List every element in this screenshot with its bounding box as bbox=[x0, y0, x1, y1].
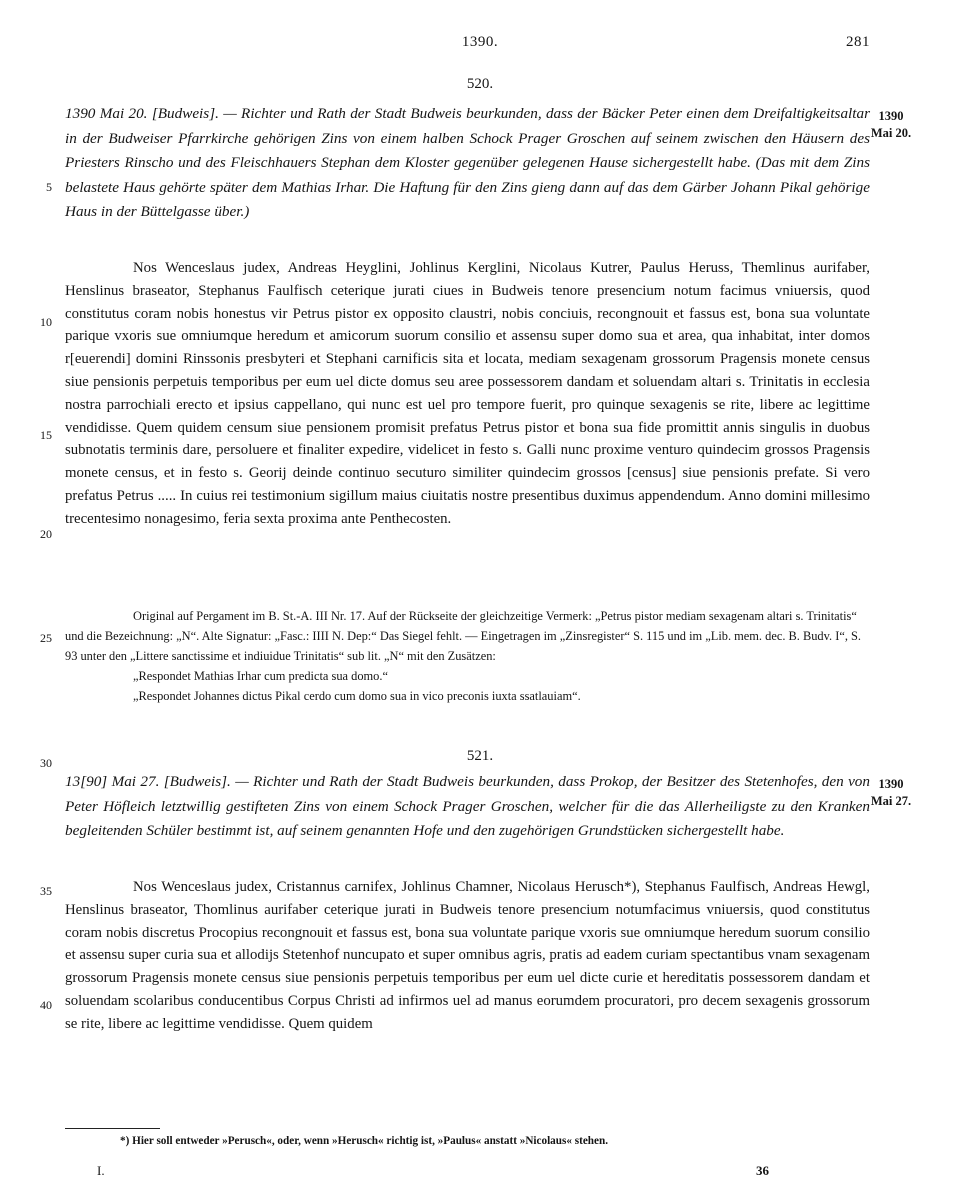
line-number: 10 bbox=[40, 315, 52, 329]
footnote-rule bbox=[65, 1128, 160, 1129]
regest-520: 1390 Mai 20. [Budweis]. — Richter und Rath der Stadt Budweis beurkunden, dass der Bäcker Peter einen dem Dreifaltigkeitsaltar in der Budweiser Pfarrkirche gehörigen Zins von einem halben Schock Prager Groschen auf seinem zwischen den Häusern des Priesters Rinscho und des Fleischhauers Stephan dem Kloster gegenüber gelegenen Hause sichergestellt habe. (Das mit dem Zins belastete Haus gehörte später dem Mathias Irhar. Die Haftung für den Zins gieng dann auf das dem Gärber Johann Pikal gehörige Haus in der Büttelgasse über.) bbox=[65, 105, 870, 220]
document-number-520: 520. bbox=[466, 76, 494, 92]
line-number: 5 bbox=[46, 180, 52, 194]
notes-520 bbox=[65, 606, 870, 706]
charter-paragraph: Nos Wenceslaus judex, Cristannus carnifex, Johlinus Chamner, Nicolaus Herusch*), Stephanus Faulfisch, Andreas Hewgl, Henslinus braseator, Thomlinus aurifaber ceterique jurati in Budweis tenore presencium notumfacimus vniuersis, quod constitutus coram nobis discretus Procopius recongnouit et fassus est, bona sua voluntate parique vxoris sue omniumque heredum suorum consilio et assensu super curia sua et allodijs Stetenhof nuncupato et super omnibus agris, pratis ad eadem curiam spectantibus vnam sexagenam grossorum Pragensis monete census siue pensionis perpetuis temporibus per eum uel dicte curie et hereditatis possessorem dandam et soluendam scolaribus conducentibus Corpus Christi ad infirmos uel ad manus eorumdem procuratori, pro decem sexagenis grossorum se rite, libere ac legittime vendidisse. Quem quidem bbox=[65, 879, 870, 1032]
margin-year: 1390 bbox=[878, 777, 904, 791]
margin-year: 1390 bbox=[878, 109, 904, 123]
signature-mark: I. bbox=[97, 1163, 105, 1178]
running-header-year: 1390. bbox=[461, 34, 499, 50]
line-number: 30 bbox=[40, 756, 52, 770]
footnote: *) Hier soll entweder »Perusch«, oder, wenn »Herusch« richtig ist, »Paulus« anstatt »Nicolaus« stehen. bbox=[120, 1135, 608, 1147]
line-number: 15 bbox=[40, 428, 52, 442]
addition-note-1: „Respondet Mathias Irhar cum predicta sua domo.“ bbox=[133, 669, 388, 683]
page-number: 281 bbox=[846, 34, 870, 50]
sheet-number: 36 bbox=[756, 1163, 769, 1178]
charter-paragraph: Nos Wenceslaus judex, Andreas Heyglini, Johlinus Kerglini, Nicolaus Kutrer, Paulus Heruss, Themlinus aurifaber, Henslinus braseator, Stephanus Faulfisch ceterique jurati ciues in Budweis tenore presencium notum facimus vniuersis, quod constitutus coram nobis honestus vir Petrus pistor ex opposito claustri, nobis conciuis, recongnouit et fassus est, bona sua voluntate parique vxoris sue omniumque heredum et amicorum suorum consilio et assensu super domo sua et area, qua inhabitat, inter domos r[euerendi] domini Rinssonis presbyteri et Stephani carnificis sita et locata, mediam sexagenam grossorum Pragensis monete census siue pensionis perpetuis temporibus per eum uel dicte domus seu aree possessorem dandam et soluendam altari s. Trinitatis in ecclesia nostra parrochiali erecto et ipsius cappellano, qui nunc est uel pro tempore fuerit, pro quinque sexagenis se rite, libere ac legittime vendidisse. Quem quidem censum siue pensionem promisit prefatus Petrus pistor et bona sua fide promittit annis singulis in duobus subnotatis terminis dare, persoluere et finaliter expedire, videlicet in festo s. Galli nunc proxime venturo quindecim grossos Pragensis monete census, et in festo s. Georij deinde continuo secuturo similiter quindecim grossos [census] siue pensionis prefate. Si vero prefatus Petrus ..... In cuius rei testimonium sigillum maius ciuitatis nostre presentibus duximus appendendum. Anno domini millesimo trecentesimo nonagesimo, feria sexta proxima ante Penthecosten. bbox=[65, 260, 870, 527]
line-number: 20 bbox=[40, 527, 52, 541]
charter-text-520 bbox=[65, 257, 870, 531]
regest-521: 13[90] Mai 27. [Budweis]. — Richter und Rath der Stadt Budweis beurkunden, dass Prokop, der Besitzer des Stetenhofes, den von Peter Höfleich letztwillig gestifteten Zins von einem Schock Prager Groschen, welcher für die das Allerheiligste zu den Kranken begleitenden Schüler bestimmt ist, auf seinem genannten Hofe und den zugehörigen Grundstücken sichergestellt habe. bbox=[65, 773, 870, 839]
margin-day: Mai 20. bbox=[870, 126, 912, 140]
margin-day: Mai 27. bbox=[870, 794, 912, 808]
archival-note: Original auf Pergament im B. St.-A. III Nr. 17. Auf der Rückseite der gleichzeitige Vermerk: „Petrus pistor mediam sexagenam altari s. Trinitatis“ und die Bezeichnung: „N“. Alte Signatur: „Fasc.: IIII N. Dep:“ Das Siegel fehlt. — Eingetragen im „Zinsregister“ S. 115 und im „Lib. mem. dec. B. Budv. I“, S. 93 unter den „Littere sanctissime et indiuidue Trinitatis“ sub lit. „N“ mit den Zusätzen: bbox=[65, 609, 862, 663]
line-number: 35 bbox=[40, 884, 52, 898]
line-number: 25 bbox=[40, 631, 52, 645]
charter-text-521 bbox=[65, 876, 870, 1036]
document-number-521: 521. bbox=[466, 748, 494, 764]
line-number: 40 bbox=[40, 998, 52, 1012]
addition-note-2: „Respondet Johannes dictus Pikal cerdo cum domo sua in vico preconis iuxta ssatlauiam“. bbox=[133, 689, 581, 703]
